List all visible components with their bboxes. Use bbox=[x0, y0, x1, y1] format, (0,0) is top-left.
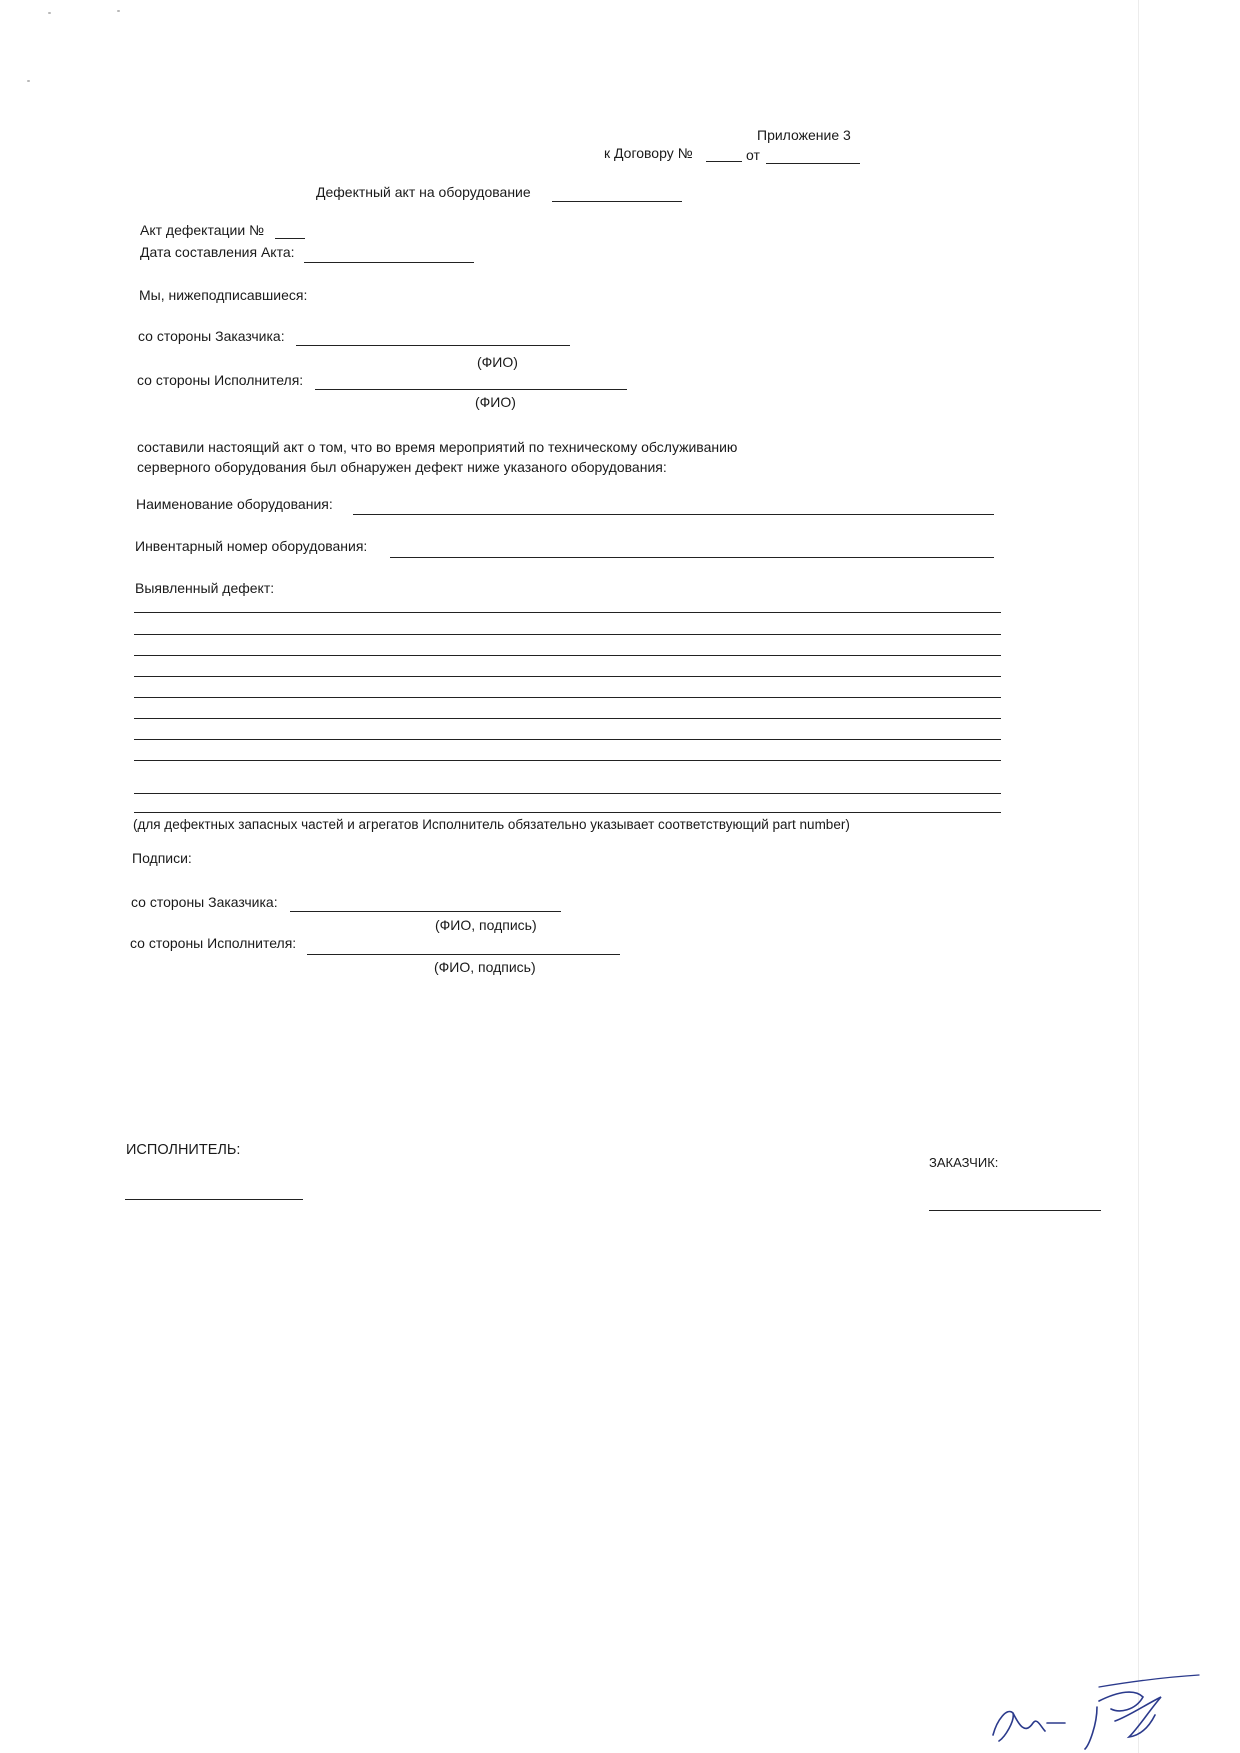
footer-contractor-signature-field[interactable] bbox=[125, 1199, 303, 1200]
contractor-party-caption: (ФИО) bbox=[475, 394, 516, 410]
defect-label: Выявленный дефект: bbox=[135, 580, 275, 596]
footer-customer-signature-field[interactable] bbox=[929, 1210, 1101, 1211]
customer-party-label: со стороны Заказчика: bbox=[138, 328, 285, 344]
contractor-party-field[interactable] bbox=[315, 389, 627, 390]
equipment-name-label: Наименование оборудования: bbox=[136, 496, 333, 512]
statement-line-2: серверного оборудования был обнаружен дефект ниже указаного оборудования: bbox=[137, 459, 667, 475]
defect-line[interactable] bbox=[134, 760, 1001, 761]
defect-line[interactable] bbox=[134, 634, 1001, 635]
scan-speck bbox=[117, 10, 120, 12]
customer-party-field[interactable] bbox=[296, 345, 570, 346]
page-edge-shadow bbox=[1138, 0, 1139, 1753]
customer-signature-field[interactable] bbox=[290, 911, 561, 912]
defect-line[interactable] bbox=[134, 739, 1001, 740]
contractor-signature-label: со стороны Исполнителя: bbox=[130, 935, 297, 951]
customer-signature-caption: (ФИО, подпись) bbox=[435, 917, 537, 933]
act-number-label: Акт дефектации № bbox=[140, 222, 265, 238]
statement-line-1: составили настоящий акт о том, что во время мероприятий по техническому обслуживанию bbox=[137, 439, 738, 455]
contractor-signature-field[interactable] bbox=[307, 954, 620, 955]
contractor-signature-caption: (ФИО, подпись) bbox=[434, 959, 536, 975]
defect-line[interactable] bbox=[134, 676, 1001, 677]
footer-contractor-label: ИСПОЛНИТЕЛЬ: bbox=[126, 1142, 241, 1158]
equipment-name-field[interactable] bbox=[353, 514, 994, 515]
inventory-number-field[interactable] bbox=[390, 557, 994, 558]
signatures-heading: Подписи: bbox=[132, 850, 192, 866]
contract-from-label: от bbox=[746, 147, 760, 163]
equipment-title-field[interactable] bbox=[552, 201, 682, 202]
defect-line[interactable] bbox=[134, 697, 1001, 698]
scan-speck bbox=[48, 12, 51, 14]
defect-line[interactable] bbox=[134, 718, 1001, 719]
intro-text: Мы, нижеподписавшиеся: bbox=[139, 287, 308, 303]
customer-signature-label: со стороны Заказчика: bbox=[131, 894, 278, 910]
defect-line[interactable] bbox=[134, 655, 1001, 656]
act-number-field[interactable] bbox=[275, 238, 305, 239]
appendix-label: Приложение 3 bbox=[757, 127, 851, 143]
defect-line[interactable] bbox=[134, 812, 1001, 813]
act-date-label: Дата составления Акта: bbox=[140, 244, 295, 260]
customer-party-caption: (ФИО) bbox=[477, 354, 518, 370]
scan-speck bbox=[27, 80, 30, 82]
handwritten-initials bbox=[985, 1665, 1215, 1750]
defect-line[interactable] bbox=[134, 612, 1001, 613]
act-date-field[interactable] bbox=[304, 262, 474, 263]
defect-line[interactable] bbox=[134, 793, 1001, 794]
defect-note: (для дефектных запасных частей и агрегатов Исполнитель обязательно указывает соответствующий part number) bbox=[133, 817, 850, 832]
contract-number-field[interactable] bbox=[706, 161, 742, 162]
contract-number-label: к Договору № bbox=[604, 145, 693, 161]
contractor-party-label: со стороны Исполнителя: bbox=[137, 372, 304, 388]
document-title: Дефектный акт на оборудование bbox=[316, 184, 531, 200]
footer-customer-label: ЗАКАЗЧИК: bbox=[929, 1155, 999, 1170]
inventory-number-label: Инвентарный номер оборудования: bbox=[135, 538, 368, 554]
contract-date-field[interactable] bbox=[766, 163, 860, 164]
